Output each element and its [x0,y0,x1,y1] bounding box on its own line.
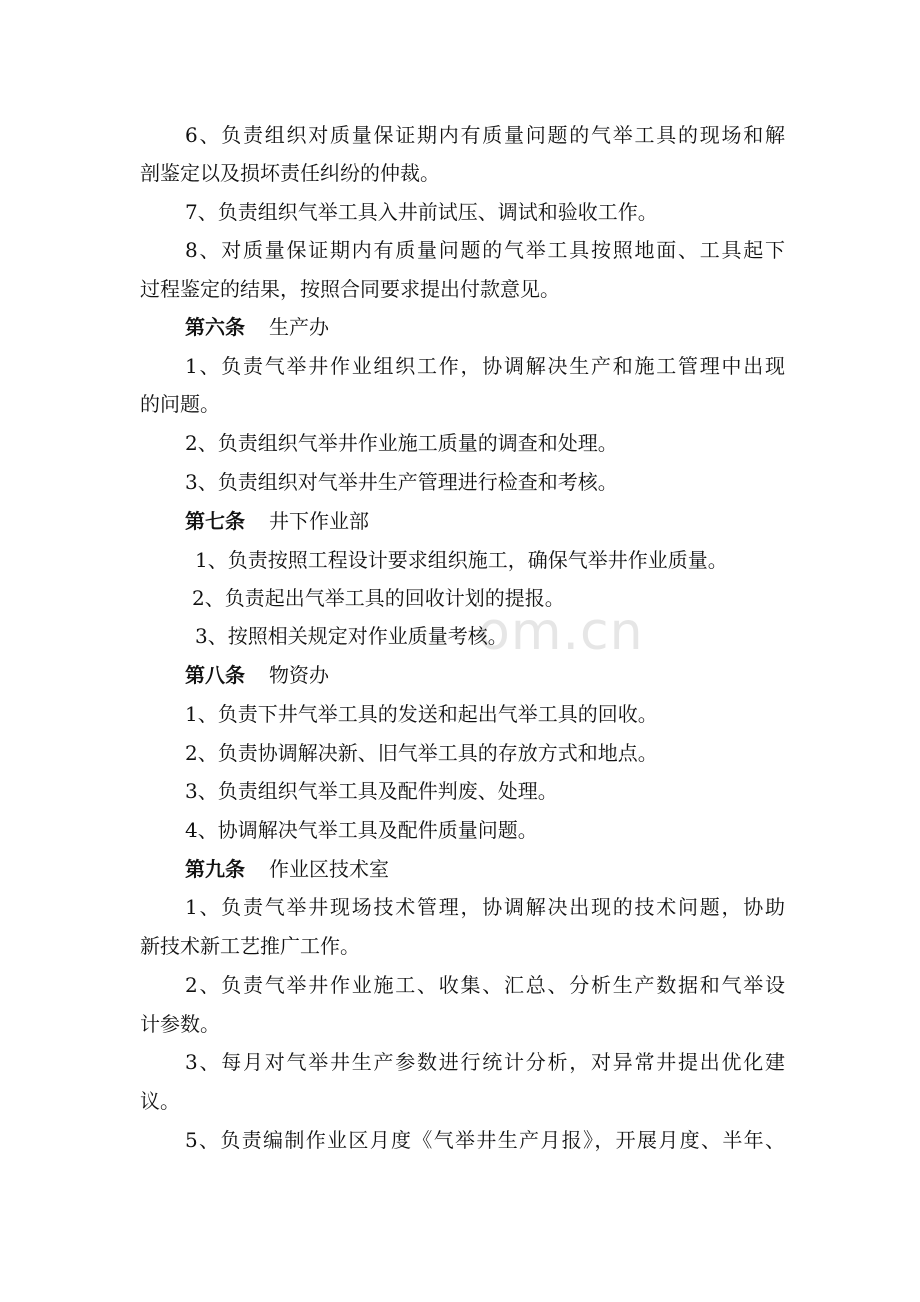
section-heading-7 [185,507,369,535]
section-number: 第九条 [185,857,245,881]
paragraph-line: 2、负责起出气举工具的回收计划的提报。 [192,586,565,610]
section-title: 生产办 [269,315,329,339]
watermark: om.cn [478,602,644,662]
paragraph-line: 4、协调解决气举工具及配件质量问题。 [185,818,538,842]
section-number: 第八条 [185,663,245,687]
paragraph-line: 2、负责气举井作业施工、收集、汇总、分析生产数据和气举设 [185,973,785,997]
section-number: 第七条 [185,509,245,533]
paragraph-line: 3、按照相关规定对作业质量考核。 [195,624,508,648]
section-title: 作业区技术室 [269,857,389,881]
paragraph-line: 2、负责协调解决新、旧气举工具的存放方式和地点。 [185,741,658,765]
paragraph-line: 3、负责组织对气举井生产管理进行检查和考核。 [185,470,618,494]
paragraph-line: 3、每月对气举井生产参数进行统计分析，对异常井提出优化建 [185,1050,785,1074]
paragraph-line: 1、负责气举井现场技术管理，协调解决出现的技术问题，协助 [185,895,785,919]
paragraph-line: 6、负责组织对质量保证期内有质量问题的气举工具的现场和解 [185,123,785,147]
section-title: 井下作业部 [269,509,369,533]
section-heading-6 [185,313,329,341]
section-heading-8 [185,661,329,689]
paragraph-line: 剖鉴定以及损坏责任纠纷的仲裁。 [140,161,440,185]
paragraph-line: 过程鉴定的结果，按照合同要求提出付款意见。 [140,277,560,301]
paragraph-line: 1、负责气举井作业组织工作，协调解决生产和施工管理中出现 [185,354,785,378]
paragraph-line: 计参数。 [140,1012,220,1036]
section-heading-9 [185,855,389,883]
paragraph-line: 1、负责按照工程设计要求组织施工，确保气举井作业质量。 [195,548,728,572]
paragraph-line: 5、负责编制作业区月度《气举井生产月报》，开展月度、半年、 [185,1128,785,1152]
section-number: 第六条 [185,315,245,339]
paragraph-line: 2、负责组织气举井作业施工质量的调查和处理。 [185,431,618,455]
paragraph-line: 的问题。 [140,392,220,416]
paragraph-line: 7、负责组织气举工具入井前试压、调试和验收工作。 [185,200,658,224]
paragraph-line: 新技术新工艺推广工作。 [140,934,360,958]
paragraph-line: 3、负责组织气举工具及配件判废、处理。 [185,779,558,803]
paragraph-line: 8、对质量保证期内有质量问题的气举工具按照地面、工具起下 [185,238,785,262]
paragraph-line: 议。 [140,1089,180,1113]
paragraph-line: 1、负责下井气举工具的发送和起出气举工具的回收。 [185,702,658,726]
section-title: 物资办 [269,663,329,687]
